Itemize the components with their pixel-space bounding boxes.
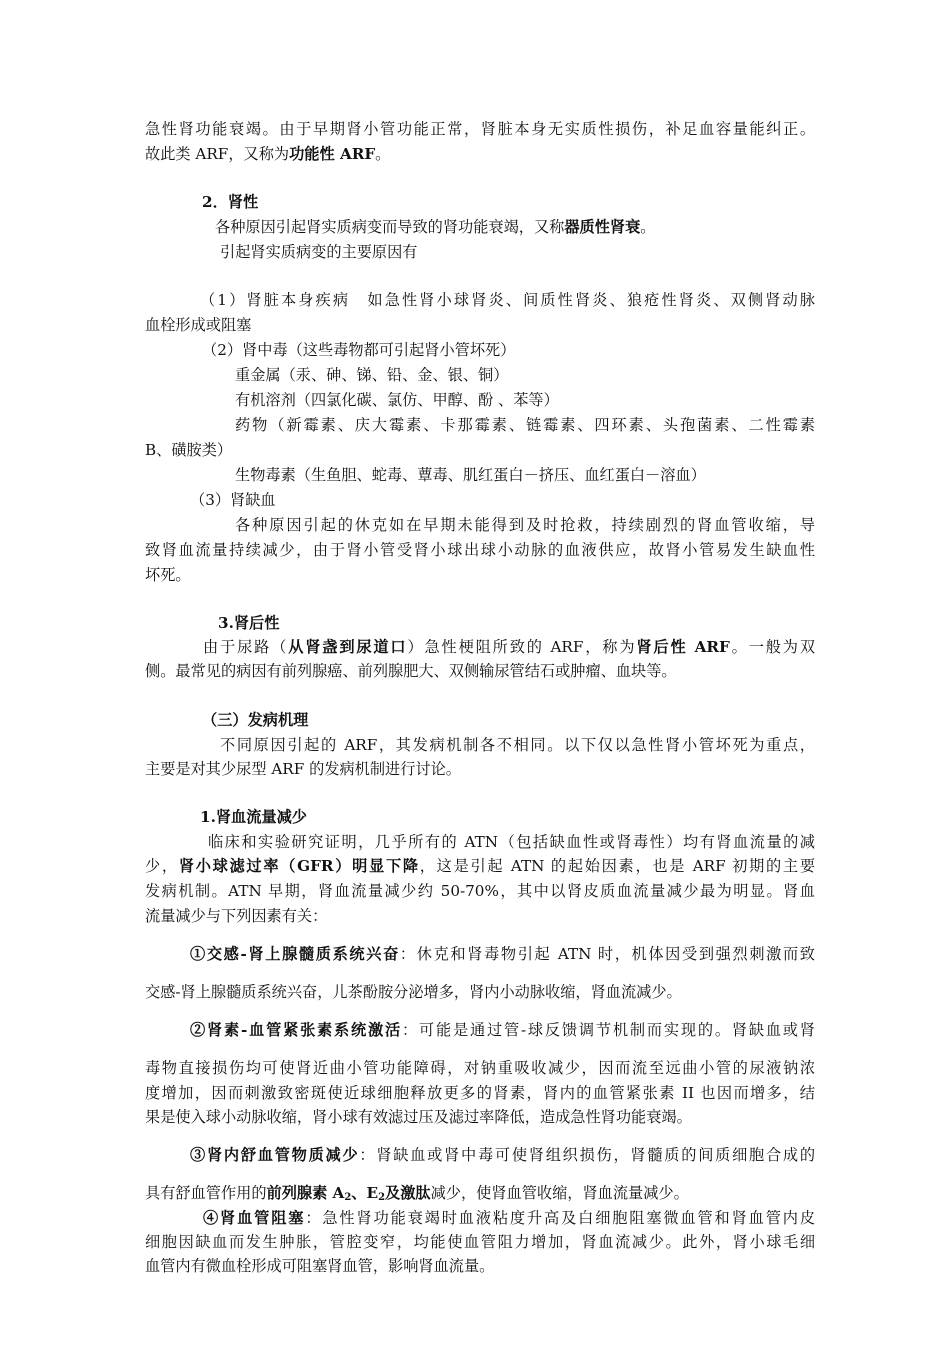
paragraph-line: 侧。最常见的病因有前列腺癌、前列腺肥大、双侧输尿管结石或肿瘤、血块等。 [145, 662, 677, 680]
paragraph-line: 细胞因缺血而发生肿胀，管腔变窄，均能使血管阻力增加，肾血流减少。此外，肾小球毛细 [145, 1233, 815, 1251]
paragraph-line: 具有舒血管作用的前列腺素 $A_2$、$E_2$及激肽减少，使肾血管收缩，肾血流量减少。 [145, 1184, 689, 1203]
factor-title: ①交感-肾上腺髓质系统兴奋 [190, 945, 400, 963]
term-gfr-decrease: 肾小球滤过率（GFR）明显下降 [178, 857, 420, 875]
list-item-kidney-disease: （1）肾脏本身疾病 如急性肾小球肾炎、间质性肾炎、狼疮性肾炎、双侧肾动脉 [200, 291, 815, 309]
list-item-ischemia: （3）肾缺血 [190, 491, 276, 509]
paragraph-line: 流量减少与下列因素有关： [145, 907, 328, 925]
sub-item-biotoxins: 生物毒素（生鱼胆、蛇毒、蕈毒、肌红蛋白－挤压、血红蛋白－溶血） [235, 466, 706, 484]
paragraph-line: 主要是对其少尿型 ARF 的发病机制进行讨论。 [145, 760, 461, 778]
paragraph-line: 发病机制。ATN 早期，肾血流量减少约 50-70%，其中以肾皮质血流量减少最为明显。肾血 [145, 882, 815, 900]
factor-title: ③肾内舒血管物质减少 [190, 1146, 360, 1164]
section-heading-postrenal: 3.肾后性 [218, 614, 280, 632]
paragraph-line: 果是使入球小动脉收缩，肾小球有效滤过压及滤过率降低，造成急性肾功能衰竭。 [145, 1108, 692, 1126]
term-prostaglandin: 前列腺素 $A_2$、$E_2$及激肽 [266, 1184, 431, 1203]
sub-item-continuation: B、磺胺类） [145, 441, 233, 459]
section-heading-renal: 2．肾性 [202, 193, 259, 211]
list-item-continuation: 血栓形成或阻塞 [145, 316, 252, 334]
factor-renin-angiotensin: ②肾素-血管紧张素系统激活：可能是通过管-球反馈调节机制而实现的。肾缺血或肾 [190, 1021, 815, 1039]
factor-sympathetic: ①交感-肾上腺髓质系统兴奋：休克和肾毒物引起 ATN 时，机体因受到强烈刺激而致 [190, 945, 815, 963]
factor-title: ②肾素-血管紧张素系统激活 [190, 1021, 403, 1039]
list-item-nephrotoxicity: （2）肾中毒（这些毒物都可引起肾小管坏死） [202, 341, 516, 359]
term-organic-failure: 器质性肾衰 [564, 218, 641, 236]
paragraph-line: 由于尿路（从肾盏到尿道口）急性梗阻所致的 ARF，称为肾后性 ARF。一般为双 [203, 638, 816, 656]
paragraph-line: 度增加，因而刺激致密斑使近球细胞释放更多的肾素，肾内的血管紧张素 II 也因而增多，结 [145, 1084, 815, 1102]
paragraph-line: 少，肾小球滤过率（GFR）明显下降，这是引起 ATN 的起始因素，也是 ARF 初期的主要 [145, 857, 816, 875]
sub-item-drugs: 药物（新霉素、庆大霉素、卡那霉素、链霉素、四环素、头孢菌素、二性霉素 [235, 416, 815, 434]
paragraph-line: 毒物直接损伤均可使肾近曲小管功能障碍，对钠重吸收减少，因而流至远曲小管的尿液钠浓 [145, 1059, 815, 1077]
sub-item-solvents: 有机溶剂（四氯化碳、氯仿、甲醇、酚 、苯等） [235, 391, 559, 409]
section-heading-blood-flow: 1.肾血流量减少 [200, 808, 307, 826]
paragraph-line: 各种原因引起的休克如在早期未能得到及时抢救，持续剧烈的肾血管收缩，导 [235, 516, 815, 534]
paragraph-line: 致肾血流量持续减少，由于肾小管受肾小球出球小动脉的血液供应，故肾小管易发生缺血性 [145, 541, 815, 559]
term-urinary-tract: 从肾盏到尿道口 [288, 638, 408, 656]
factor-vascular-obstruction: ④肾血管阻塞：急性肾功能衰竭时血液粘度升高及白细胞阻塞微血管和肾血管内皮 [203, 1209, 816, 1227]
paragraph-line: 交感-肾上腺髓质系统兴奋，儿茶酚胺分泌增多，肾内小动脉收缩，肾血流减少。 [145, 983, 682, 1001]
paragraph-line: 故此类 ARF，又称为功能性 ARF。 [145, 145, 391, 163]
paragraph-line: 引起肾实质病变的主要原因有 [220, 243, 418, 261]
paragraph-line: 不同原因引起的 ARF，其发病机制各不相同。以下仅以急性肾小管坏死为重点， [220, 736, 815, 754]
paragraph-line: 坏死。 [145, 566, 191, 584]
paragraph-line: 各种原因引起肾实质病变而导致的肾功能衰竭，又称器质性肾衰。 [215, 218, 656, 236]
factor-vasodilator: ③肾内舒血管物质减少：肾缺血或肾中毒可使肾组织损伤，肾髓质的间质细胞合成的 [190, 1146, 816, 1164]
paragraph-line: 急性肾功能衰竭。由于早期肾小管功能正常，肾脏本身无实质性损伤，补足血容量能纠正。 [145, 120, 815, 138]
term-functional-arf: 功能性 ARF [289, 145, 376, 163]
factor-title: ④肾血管阻塞 [203, 1209, 306, 1227]
term-postrenal-arf: 肾后性 ARF [636, 638, 730, 656]
sub-item-heavy-metals: 重金属（汞、砷、锑、铅、金、银、铜） [235, 366, 509, 384]
paragraph-line: 血管内有微血栓形成可阻塞肾血管，影响肾血流量。 [145, 1257, 495, 1275]
section-heading-mechanism: （三）发病机理 [202, 711, 309, 729]
paragraph-line: 临床和实验研究证明，几乎所有的 ATN（包括缺血性或肾毒性）均有肾血流量的减 [208, 833, 815, 851]
